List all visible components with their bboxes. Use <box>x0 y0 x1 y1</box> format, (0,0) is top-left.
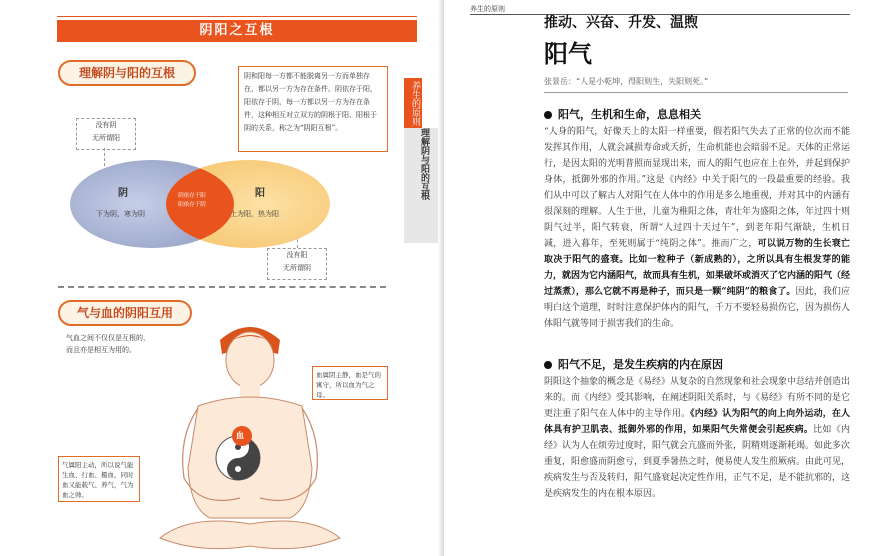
yin-label: 阴 <box>118 188 128 199</box>
yin-desc: 下为阴，寒为阴 <box>96 210 145 218</box>
note-no-yin: 没有阴 无所谓阳 <box>76 118 136 150</box>
section-divider <box>58 286 386 288</box>
note-qi: 气属阳主动，所以说气能生血、行血、摄血，同时血又能载气、养气，气为血之帅。 <box>58 456 140 502</box>
left-page <box>0 0 444 556</box>
note-blood: 血属阴主静，血是气的寓守，所以血为气之母。 <box>312 366 388 400</box>
section1-title: 理解阴与阳的互根 <box>58 60 196 86</box>
quote-line: 张景岳：“人是小乾坤，得阳则生，失阳则死。” <box>544 77 709 86</box>
section1-body: “人身的阳气，好像天上的太阳一样重要，假若阳气失去了正常的位次而不能发挥其作用，人就会减损寿命或夭折，生命机能也会暗弱不足。天体的正常运行，是因太阳的光明普照而显现出来，而人的阳气也应在上在外，并起到保护身体，抵御外邪的作用。”这是《内经》中关于阳气的一段最重要的经验。我们从中可以了解古人对阳气在人体中的作用是多么地重视，并对其中的内涵有很深刻的理解。人生于世，儿童为稚阳之体，青壮年为盛阳之体，年过四十则阴气过半，阳气转衰，所谓“人过四十天过午”，到老年阳气渐缺，生机日减，进入暮年，至死则属于“纯阴之体”。推而广之，可以说万物的生长衰亡取决于阳气的盛衰。比如一粒种子（新成熟的），之所以具有生根发芽的能力，就因为它内涵阳气，故而具有生机，如果破坏或消灭了它内涵的阳气（经过蒸煮），那么它就不再是种子，而只是一颗“纯阴”的粮食了。因此，我们应明白这个道理，时时注意保护体内的阳气，千万不要轻易损伤它，因为损伤人体阳气就等同于损害我们的生命。 <box>544 127 851 329</box>
big-title: 阳气 <box>544 39 592 68</box>
quote-box: 阴和阳每一方都不能脱离另一方而单独存在，都以另一方为存在条件。阴依存于阳，阳依存于阴，每一方都以另一方为存在条件，这种相互对立双方的阴根于阳、阳根于阴的关系，称之为“阴阳互根”。 <box>238 66 388 152</box>
section1-heading: 阳气，生机和生命，息息相关 <box>544 106 701 122</box>
side-tab-section[interactable]: 理解阴与阳的互根 <box>404 128 444 243</box>
side-tab-principle[interactable]: 养生的原则 <box>404 78 422 128</box>
page-title: 阴阳之互根 <box>57 20 417 42</box>
bullet-icon <box>544 361 552 369</box>
center-text: 阴依存于阳 阳依存于阴 <box>178 193 206 208</box>
meditating-figure <box>150 318 350 556</box>
section2-body: 阴阳这个抽象的概念是《易经》从复杂的自然现象和社会现象中总结并创造出来的。而《内经》受其影响，在阐述阴阳关系时，与《易经》有所不同的是它更注重了阳气在人体中的主导作用。《内经》认为阳气的向上向外运动，在人体具有护卫肌表、抵御外邪的作用，如果阳气失常便会引起疾病。比如《内经》认为人在烦劳过度时，阳气就会亢盛而外张，阴精则逐渐耗竭。如此多次重复，阳愈盛而阴愈亏，到夏季暑热之时，便易使人发生煎厥病。由此可见，疾病发生与否及转归，阳气盛衰起决定性作用，正气不足，是不能抗邪的，这是疾病发生的内在根本原因。 <box>544 377 851 499</box>
bullet-icon <box>544 111 552 119</box>
section2-title: 气与血的阴阳互用 <box>58 300 192 326</box>
headline: 推动、兴奋、升发、温煦 <box>544 15 698 31</box>
page-border-top <box>57 16 417 17</box>
section2-heading: 阳气不足，是发生疾病的内在原因 <box>544 356 723 372</box>
yang-desc: 上为阳，热为阳 <box>230 210 279 218</box>
right-page <box>444 0 889 556</box>
note-no-yang: 没有阳 无所谓阴 <box>267 248 327 280</box>
quote-rule <box>544 92 848 93</box>
section2-desc: 气血之间不仅仅是互根的， 而且亦是相互为用的。 <box>66 334 150 354</box>
yang-label: 阳 <box>255 188 265 199</box>
header-small: 养生的原则 <box>470 5 505 13</box>
blood-label: 血 <box>236 431 244 440</box>
